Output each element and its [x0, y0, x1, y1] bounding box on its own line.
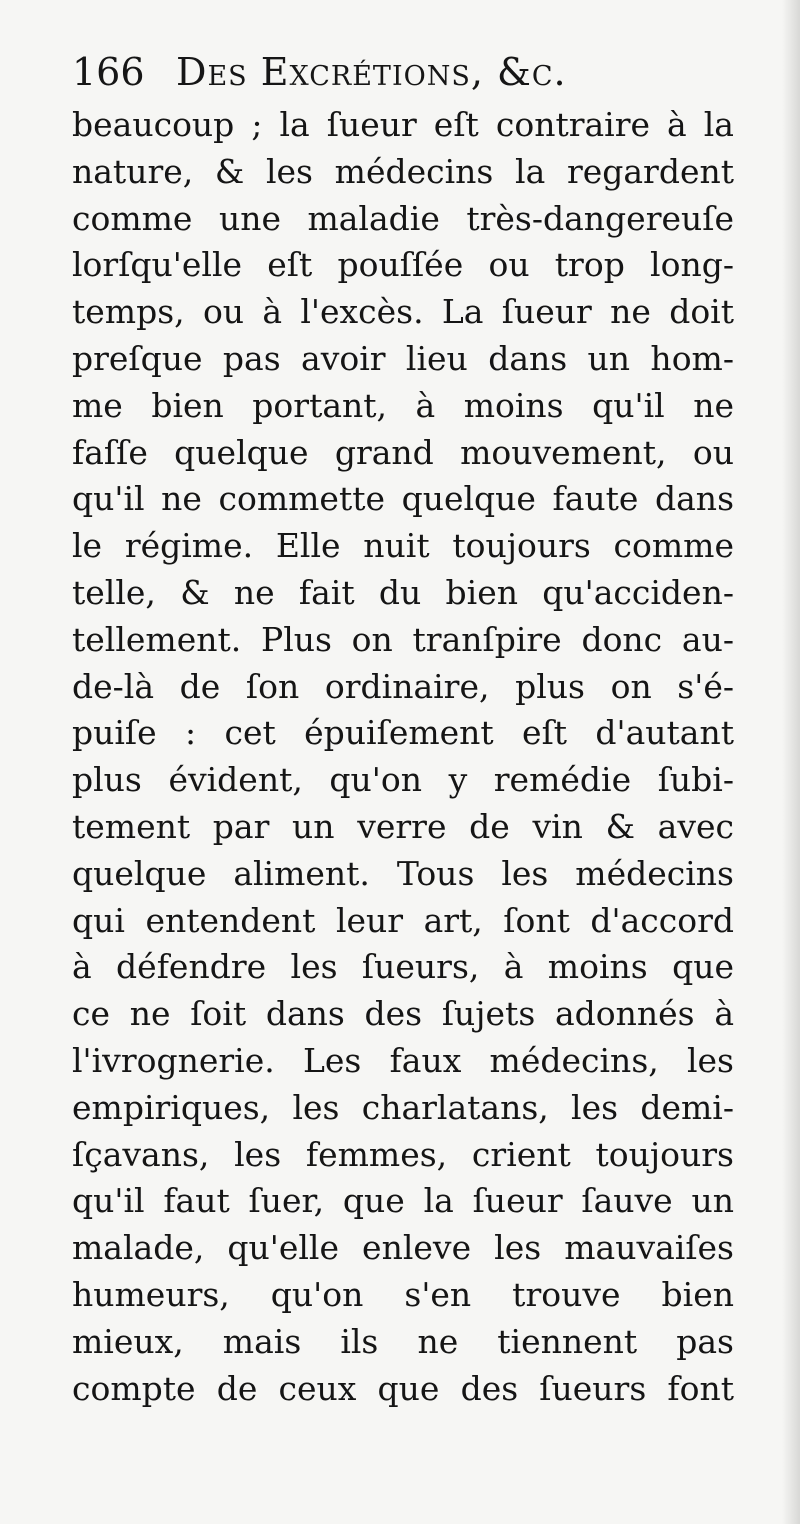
page-header [72, 46, 732, 98]
text-line: qu'il faut ſuer, que la ſueur ſauve un [72, 1181, 734, 1221]
text-line: telle, & ne fait du bien qu'acciden- [72, 572, 734, 612]
text-line: preſque pas avoir lieu dans un hom- [72, 338, 734, 378]
text-line: qu'il ne commette quelque faute dans [72, 479, 734, 519]
text-line: à défendre les ſueurs, à moins que [72, 947, 734, 987]
text-line: puiſe : cet épuiſement eſt d'autant [72, 713, 734, 753]
text-line: beaucoup ; la ſueur eſt contraire à la [72, 105, 734, 144]
text-line: de-là de ſon ordinaire, plus on s'é- [72, 666, 734, 706]
text-line: tement par un verre de vin & avec [72, 806, 734, 846]
text-line: faſſe quelque grand mouvement, ou [72, 432, 734, 472]
text-line: l'ivrognerie. Les faux médecins, les [72, 1040, 734, 1080]
text-line: compte de ceux que des ſueurs font [72, 1368, 734, 1408]
page-number: 166 [72, 50, 145, 94]
text-line: mieux, mais ils ne tiennent pas [72, 1321, 734, 1361]
body-text [72, 102, 734, 1412]
text-line: ce ne ſoit dans des ſujets adonnés à [72, 994, 734, 1034]
text-line: plus évident, qu'on y remédie ſubi- [72, 760, 734, 800]
text-line: empiriques, les charlatans, les demi- [72, 1087, 734, 1127]
text-line: quelque aliment. Tous les médecins [72, 853, 734, 893]
text-line: ſçavans, les femmes, crient toujours [72, 1134, 734, 1174]
text-line: temps, ou à l'excès. La ſueur ne doit [72, 292, 734, 332]
text-line: me bien portant, à moins qu'il ne [72, 385, 734, 425]
text-line: lorſqu'elle eſt pouſſée ou trop long- [72, 245, 734, 285]
text-line: tellement. Plus on tranſpire donc au- [72, 619, 734, 659]
text-line: le régime. Elle nuit toujours comme [72, 526, 734, 566]
page-edge-shadow [782, 0, 800, 1524]
text-line: humeurs, qu'on s'en trouve bien [72, 1274, 734, 1314]
running-title: Des Excrétions, &c. [176, 50, 567, 94]
text-line: nature, & les médecins la regardent [72, 151, 734, 191]
text-line: malade, qu'elle enleve les mauvaiſes [72, 1228, 734, 1268]
text-line: comme une maladie très-dangereuſe [72, 198, 734, 238]
text-line: qui entendent leur art, ſont d'accord [72, 900, 734, 940]
